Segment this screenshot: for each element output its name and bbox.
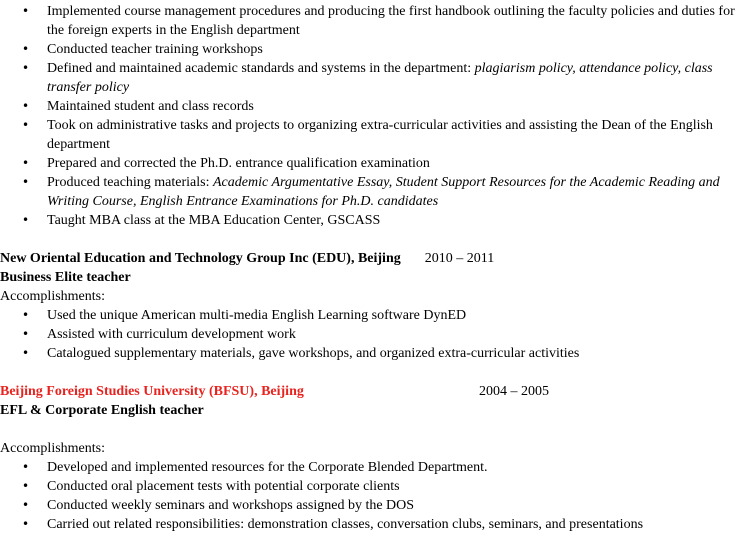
spacer bbox=[0, 420, 744, 439]
list-item: • Conducted weekly seminars and workshops assigned by the DOS bbox=[0, 496, 744, 515]
list-item bbox=[0, 40, 744, 59]
list-item bbox=[0, 59, 744, 97]
accomplishments-list bbox=[0, 458, 744, 534]
job-heading bbox=[0, 382, 744, 401]
job-heading bbox=[0, 249, 744, 268]
accomplishments-list bbox=[0, 306, 744, 363]
list-item-text: Implemented course management procedures and producing the first handbook outlining the faculty policies and duties for the foreign experts in the English department bbox=[47, 4, 735, 38]
resume-page bbox=[0, 2, 744, 534]
job-years: 2004 – 2005 bbox=[479, 384, 549, 399]
job-role: EFL & Corporate English teacher bbox=[0, 403, 204, 418]
list-item bbox=[0, 116, 744, 154]
list-item: • Catalogued supplementary materials, gave workshops, and organized extra-curricular activities bbox=[0, 344, 744, 363]
list-item bbox=[0, 154, 744, 173]
list-item-emphasis: Academic Argumentative Essay, Student Support Resources for the Academic Reading and Writing Course, English Entrance Examinations for Ph.D. candidates bbox=[47, 175, 720, 209]
list-item-text: Maintained student and class records bbox=[47, 99, 254, 114]
list-item-emphasis: plagiarism policy, attendance policy, class transfer policy bbox=[47, 61, 713, 95]
list-item: • Used the unique American multi-media English Learning software DynED bbox=[0, 306, 744, 325]
list-item: • Assisted with curriculum development work bbox=[0, 325, 744, 344]
prior-duties-list bbox=[0, 2, 744, 230]
list-item: • Carried out related responsibilities: demonstration classes, conversation clubs, seminars, and presentations bbox=[0, 515, 744, 534]
list-item bbox=[0, 2, 744, 40]
list-item bbox=[0, 211, 744, 230]
list-item bbox=[0, 173, 744, 211]
list-item: • Conducted oral placement tests with potential corporate clients bbox=[0, 477, 744, 496]
spacer bbox=[0, 230, 744, 249]
job-bfsu bbox=[0, 382, 744, 534]
list-item bbox=[0, 97, 744, 116]
list-item-text: Defined and maintained academic standards and systems in the department: bbox=[47, 61, 475, 76]
list-item-text: Taught MBA class at the MBA Education Center, GSCASS bbox=[47, 213, 381, 228]
list-item-text: Conducted teacher training workshops bbox=[47, 42, 263, 57]
accomplishments-label: Accomplishments: bbox=[0, 441, 105, 456]
list-item-text: Took on administrative tasks and projects to organizing extra-curricular activities and assisting the Dean of the English department bbox=[47, 118, 713, 152]
job-organization: New Oriental Education and Technology Group Inc (EDU), Beijing bbox=[0, 251, 401, 266]
job-new-oriental bbox=[0, 249, 744, 363]
job-years: 2010 – 2011 bbox=[424, 251, 495, 266]
list-item: • Developed and implemented resources for the Corporate Blended Department. bbox=[0, 458, 744, 477]
job-organization: Beijing Foreign Studies University (BFSU), Beijing bbox=[0, 384, 304, 399]
list-item-text: Prepared and corrected the Ph.D. entrance qualification examination bbox=[47, 156, 430, 171]
job-role: Business Elite teacher bbox=[0, 270, 131, 285]
spacer bbox=[0, 363, 744, 382]
accomplishments-label: Accomplishments: bbox=[0, 289, 105, 304]
list-item-text: Produced teaching materials: bbox=[47, 175, 213, 190]
